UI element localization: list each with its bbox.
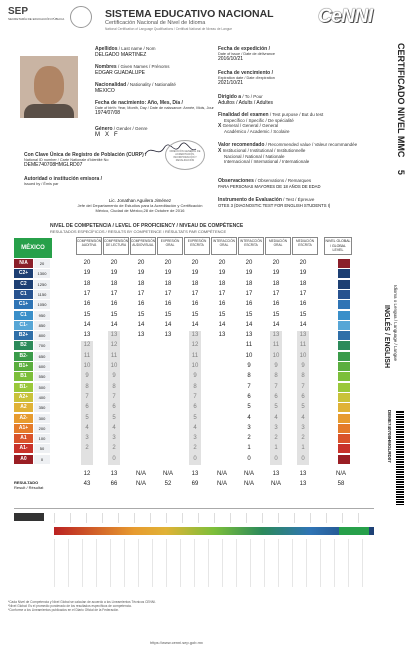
valor-option-international: Internacional / International / Internationale [224,159,310,164]
cert-level-label: CERTIFICADO NIVEL MMC [396,43,406,158]
finalidad-field: Finalidad del examen / Test purpose / But du test Específico / Specific / De spécialité X General / General / General Académico / Academic / Scolaire [218,112,383,134]
footer-note-3: *Conforme a los Lineamientos publicados en el Diario Oficial de la Federación. [8,608,120,612]
autoridad-label: Autoridad o institución emisora / [24,176,103,182]
apellidos-label: Apellidos [95,46,118,52]
cenni-logo: CeNNI [318,6,373,27]
global-scale-swatch [338,444,350,453]
result-value: 13 [272,471,280,477]
dirigido-label: Dirigido a [218,94,242,100]
score-cell: 16 [218,301,226,308]
firma-lugar: México, Ciudad de México,28 de Octubre de 2016 [95,208,185,213]
score-cell: 18 [164,280,172,287]
level-C2: C2 [14,280,33,289]
result-bar [81,341,93,465]
score-cell: 18 [245,280,253,287]
level-points: 50 [34,444,50,453]
level-A1+: A1+ [14,424,33,433]
sep-logo [8,6,68,21]
expedicion-value: 2016/10/21 [218,56,244,62]
level-N/A: N/A [14,259,33,268]
result-value: N/A [216,471,227,477]
score-cell: 19 [83,270,91,277]
footer-note-2: *Nivel Global: Es el promedio ponderado de los resultados específicos de competencia. [8,604,132,608]
total-value: N/A [243,481,254,487]
score-cell: 17 [272,290,280,297]
column-header-9: MEDIACIÓN ESCRITA [292,237,318,255]
resultado-label: RESULTADO [14,480,39,485]
level-points: 1300 [34,269,50,278]
global-scale-swatch [338,269,350,278]
score-cell: 15 [272,311,280,318]
firma-block [60,198,220,213]
finalidad-option-general: General / General / General [222,123,279,128]
level-A1: A1 [14,434,33,443]
global-scale-swatch [338,372,350,381]
dirigido-sublabel: / To / Pour [242,94,263,99]
level-points: 950 [34,311,50,320]
level-points: 1150 [34,290,50,299]
autoridad-sublabel: Issued by / Émis par [24,182,59,186]
total-value: N/A [216,481,227,487]
global-scale-swatch [338,393,350,402]
score-cell: 14 [191,321,199,328]
result-value: 13 [299,471,307,477]
score-cell: 17 [218,290,226,297]
level-points: 300 [34,414,50,423]
result-value: N/A [335,471,346,477]
level-points: 1250 [34,280,50,289]
document-subtitle-translation: National Certification of Language Qualifications / Certificat National de Niveau de Langue [105,27,233,31]
result-value: N/A [243,471,254,477]
level-points: 500 [34,383,50,392]
level-C1: C1 [14,290,33,299]
total-value: 66 [110,481,118,487]
results-title: NIVEL DE COMPETENCIA / LEVEL OF PROFICIENCY / NIVEAU DE COMPÉTENCE [50,223,244,229]
level-points: 400 [34,393,50,402]
nacionalidad-value: MEXICO [95,88,115,94]
total-value: 43 [83,481,91,487]
curp-label: Con Clave Única de Registro de Población (CURP) / [24,152,147,158]
score-cell: 6 [247,393,251,400]
vertical-strip [383,35,408,595]
score-cell: 15 [218,311,226,318]
score-cell: 16 [299,301,307,308]
level-points: 650 [34,352,50,361]
expedicion-field [218,46,383,62]
score-cell: 18 [110,280,118,287]
total-value: 58 [337,481,345,487]
score-cell: 19 [110,270,118,277]
score-cell: 15 [83,311,91,318]
nombres-sublabel: / Given Names / Prénoms [117,64,170,69]
result-bar [189,331,201,465]
score-cell: 19 [164,270,172,277]
nacimiento-label: Fecha de nacimiento: Año, Mes, Día / [95,100,183,106]
certificate-level-text [396,43,406,175]
equivalence-color-band [54,527,374,535]
instrumento-value: OTES 3 (DIAGNOSTIC TEST FOR ENGLISH STUDENTS I) [218,203,331,208]
level-points: 800 [34,331,50,340]
equivalence-table [14,508,374,598]
score-cell: 13 [83,332,91,339]
apellidos-value: DELGADO MARTINEZ [95,52,147,58]
score-cell: 3 [247,424,251,431]
score-cell: 18 [218,280,226,287]
score-cell: 15 [245,311,253,318]
valor-sublabel: / Recommended value / Valeur recommandée [265,142,358,147]
apellidos-field [95,46,215,58]
dirigido-field [218,94,383,106]
global-scale-swatch [338,414,350,423]
expedicion-sublabel: Date of issue / Date de délivrance [218,52,275,56]
score-cell: 16 [272,301,280,308]
score-cell: 19 [191,270,199,277]
document-title: SISTEMA EDUCATIVO NACIONAL [105,8,274,20]
score-cell: 15 [164,311,172,318]
score-cell: 19 [218,270,226,277]
score-cell: 20 [137,260,145,266]
score-cell: 16 [245,301,253,308]
score-cell: 18 [272,280,280,287]
score-cell: 14 [110,321,118,328]
global-scale-swatch [338,300,350,309]
valor-label: Valor recomendado [218,142,265,148]
level-points: 200 [34,424,50,433]
column-header-3: COMPRENSIÓN AUDIOVISUAL [130,237,156,255]
result-bar [297,331,309,465]
score-cell: 17 [245,290,253,297]
global-scale-swatch [338,311,350,320]
column-header-8: MEDIACIÓN ORAL [265,237,291,255]
autoridad-field [24,176,124,186]
global-scale-swatch [338,352,350,361]
global-scale-swatch [338,362,350,371]
curp-value: DEME740708HMGLRD07 [24,162,83,168]
nacimiento-sublabel: Date of birth: Year, Month, Day / Date de naissance: Année, Mois, Jour [95,106,214,110]
level-B1+: B1+ [14,362,33,371]
score-cell: 14 [272,321,280,328]
instrumento-sublabel: / Test / Épreuve [283,197,315,202]
global-level-header: NIVEL GLOBAL / GLOBAL LEVEL [324,237,352,255]
vencimiento-value: 2021/10/21 [218,80,244,86]
nacionalidad-sublabel: / Nationality / Nationalité [127,82,176,87]
score-cell: 9 [247,363,251,369]
level-B1-: B1- [14,383,33,392]
finalidad-option-specific: Específico / Specific / De spécialité [224,118,294,123]
language-value: INGLÉS / ENGLISH [383,305,390,369]
genero-label: Género [95,126,113,132]
score-cell: 19 [245,270,253,277]
global-scale-swatch [338,280,350,289]
score-cell: 17 [164,290,172,297]
score-cell: 13 [245,332,253,339]
global-scale-swatch [338,290,350,299]
score-cell: 14 [164,321,172,328]
score-cell: 10 [245,352,253,359]
score-cell: 20 [191,260,199,266]
score-cell: 17 [191,290,199,297]
level-A1-: A1- [14,444,33,453]
score-cell: 14 [218,321,226,328]
finalidad-sublabel: / Test purpose / But du test [269,112,324,117]
national-seal-icon [70,6,92,28]
score-cell: 17 [299,290,307,297]
result-bar [270,331,282,465]
score-cell: 14 [245,321,253,328]
results-subtitle: RESULTADOS ESPECÍFICOS / RESULTS BY COMPETENCE / RÉSULTATS PAR COMPÉTENCE [50,229,227,234]
genero-sublabel: / Gender / Genre [113,126,148,131]
level-B1: B1 [14,372,33,381]
score-cell: 20 [245,260,253,266]
score-cell: 18 [191,280,199,287]
equivalence-grid [54,539,374,587]
level-C1-: C1- [14,321,33,330]
global-scale-swatch [338,403,350,412]
score-cell: 20 [218,260,226,266]
nacimiento-field [95,100,215,116]
global-scale-swatch [338,434,350,443]
score-cell: 16 [191,301,199,308]
level-B2-: B2- [14,352,33,361]
vencimiento-sublabel: Expiration date / Date d'expiration [218,76,275,80]
valor-option-institutional: Institucional / Institutional / Institutionnelle [222,148,306,153]
total-value: N/A [270,481,281,487]
level-points: 600 [34,362,50,371]
result-value: N/A [135,471,146,477]
level-A2: A2 [14,403,33,412]
nombres-field [95,64,215,76]
score-cell: 11 [245,342,253,349]
score-cell: 18 [299,280,307,287]
stamp-text: DIRECCIÓN GENERAL DE ACREDITACIÓN, INCORPORACIÓN Y REVALIDACIÓN [169,150,201,162]
global-scale-swatch [338,383,350,392]
vencimiento-field [218,70,383,86]
nombres-label: Nombres [95,64,117,70]
valor-option-national: Nacional / National / Nationale [224,154,285,159]
genero-f: F [114,132,118,138]
total-value: 13 [299,481,307,487]
score-cell: 14 [299,321,307,328]
global-scale-swatch [338,331,350,340]
score-cell: 20 [110,260,118,266]
barcode-icon [396,410,404,505]
score-cell: 16 [164,301,172,308]
level-A2-: A2- [14,414,33,423]
column-header-6: INTERACCIÓN ORAL [211,237,237,255]
apellidos-sublabel: / Last name / Nom [118,46,156,51]
document-subtitle: Certificación Nacional de Nivel de Idioma [105,20,206,26]
score-cell: 13 [164,332,172,339]
mexico-header: MÉXICO [14,238,52,258]
level-points: 20 [34,259,50,268]
footer-url[interactable]: https://www.cenni.sep.gob.mx [150,640,203,645]
score-cell: 13 [137,332,145,339]
global-scale-swatch [338,341,350,350]
global-scale-swatch [338,259,350,268]
score-cell: 16 [137,301,145,308]
score-cell: 15 [137,311,145,318]
photo-shirt [24,104,74,118]
score-cell: 17 [110,290,118,297]
level-points: 850 [34,321,50,330]
score-cell: 8 [247,373,251,380]
level-points: 1050 [34,300,50,309]
level-C1+: C1+ [14,300,33,309]
column-header-1: COMPRENSIÓN AUDITIVA [76,237,102,255]
level-points: 550 [34,372,50,381]
result-value: N/A [162,471,173,477]
score-cell: 16 [110,301,118,308]
score-cell: 20 [164,260,172,266]
score-cell: 14 [83,321,91,328]
firma-nombre: Lic. Jonathan Aguilera Jiménez [108,198,172,203]
equivalence-label-block [14,513,44,521]
level-points: 700 [34,341,50,350]
total-value: 69 [191,481,199,487]
score-cell: 19 [299,270,307,277]
score-cell: 13 [218,332,226,339]
global-scale-swatch [338,321,350,330]
nacimiento-value: 1974/07/08 [95,110,121,116]
global-scale-swatch [338,424,350,433]
finalidad-label: Finalidad del examen [218,112,269,118]
column-header-7: INTERACCIÓN ESCRITA [238,237,264,255]
expedicion-label: Fecha de expedición / [218,46,270,52]
genero-field [95,126,215,138]
column-header-4: EXPRESIÓN ORAL [157,237,183,255]
holder-photo [20,56,78,118]
score-cell: 19 [137,270,145,277]
score-cell: 20 [272,260,280,266]
nacionalidad-label: Nacionalidad [95,82,127,88]
valor-field: Valor recomendado / Recommended value / Valeur recommandée X Institucional / Institutional / Institutionnelle Nacional / National / Nationale Internacional / International / Internationale [218,142,383,164]
score-cell: 18 [83,280,91,287]
observaciones-field [218,178,383,189]
total-value: N/A [135,481,146,487]
total-value: 52 [164,481,172,487]
cert-level-number: 5 [396,169,406,175]
score-cell: 18 [137,280,145,287]
curp-sublabel: National ID number / Carte Nationale d'Identité No [24,158,109,162]
score-cell: 15 [299,311,307,318]
sep-subtext: SECRETARÍA DE EDUCACIÓN PÚBLICA [8,17,65,21]
result-bar [108,331,120,465]
column-header-5: EXPRESIÓN ESCRITA [184,237,210,255]
nombres-value: EDGAR GUADALUPE [95,70,146,76]
equivalence-mexico-tag [339,527,369,535]
level-points: 0 [34,455,50,464]
observaciones-value: PARA PERSONAS MAYORES DE 18 AÑOS DE EDAD [218,184,321,189]
finalidad-option-academic: Académico / Academic / Scolaire [224,129,290,134]
score-cell: 15 [110,311,118,318]
result-value: 12 [83,471,91,477]
level-A2+: A2+ [14,393,33,402]
score-cell: 20 [299,260,307,266]
nacionalidad-field [95,82,215,94]
footer-notes [8,600,388,612]
official-stamp [165,140,205,170]
score-cell: 1 [247,445,251,452]
photo-face [34,66,64,104]
global-scale-swatch [338,455,350,464]
level-points: 350 [34,403,50,412]
folio-value: DEME740708HMGLRD07 [387,410,392,463]
instrumento-label: Instrumento de Evaluación [218,197,282,203]
level-B2+: B2+ [14,331,33,340]
score-cell: 2 [247,435,251,442]
level-points: 100 [34,434,50,443]
footer-note-1: *Cada Nivel de Competencia y Nivel Global se calculan de acuerdo a los Lineamientos Técnicos CENNI. [8,600,156,604]
column-header-2: COMPRENSIÓN DE LECTURA [103,237,129,255]
score-cell: 20 [83,260,91,266]
score-cell: 16 [83,301,91,308]
observaciones-sublabel: / Observations / Remarques [255,178,312,183]
score-cell: 5 [247,404,251,411]
level-A0: A0 [14,455,33,464]
result-value: 13 [191,471,199,477]
result-value: 13 [110,471,118,477]
score-cell: 0 [247,455,251,462]
score-cell: 15 [191,311,199,318]
genero-mark: X [105,132,110,138]
firma-cargo: Jefe del Departamento de Estudios para la Acreditación y Certificación [77,203,203,208]
observaciones-label: Observaciones [218,178,254,184]
dirigido-value: Adultos / Adults / Adultes [218,100,274,106]
score-cell: 14 [137,321,145,328]
level-C2+: C2+ [14,269,33,278]
vencimiento-label: Fecha de vencimiento / [218,70,274,76]
score-cell: 17 [137,290,145,297]
score-cell: 4 [247,414,251,421]
genero-m: M [95,132,100,138]
instrumento-field [218,197,383,208]
resultado-sublabel: Result / Résultat [14,485,44,490]
sep-text: SEP [8,6,29,17]
level-B2: B2 [14,341,33,350]
score-cell: 19 [272,270,280,277]
language-label: Idioma o Lengua / Language / Langue [393,285,398,362]
equivalence-text-band [54,513,374,523]
score-cell: 7 [247,383,251,390]
resultado-label-block [14,480,74,490]
level-C1: C1 [14,311,33,320]
score-cell: 17 [83,290,91,297]
